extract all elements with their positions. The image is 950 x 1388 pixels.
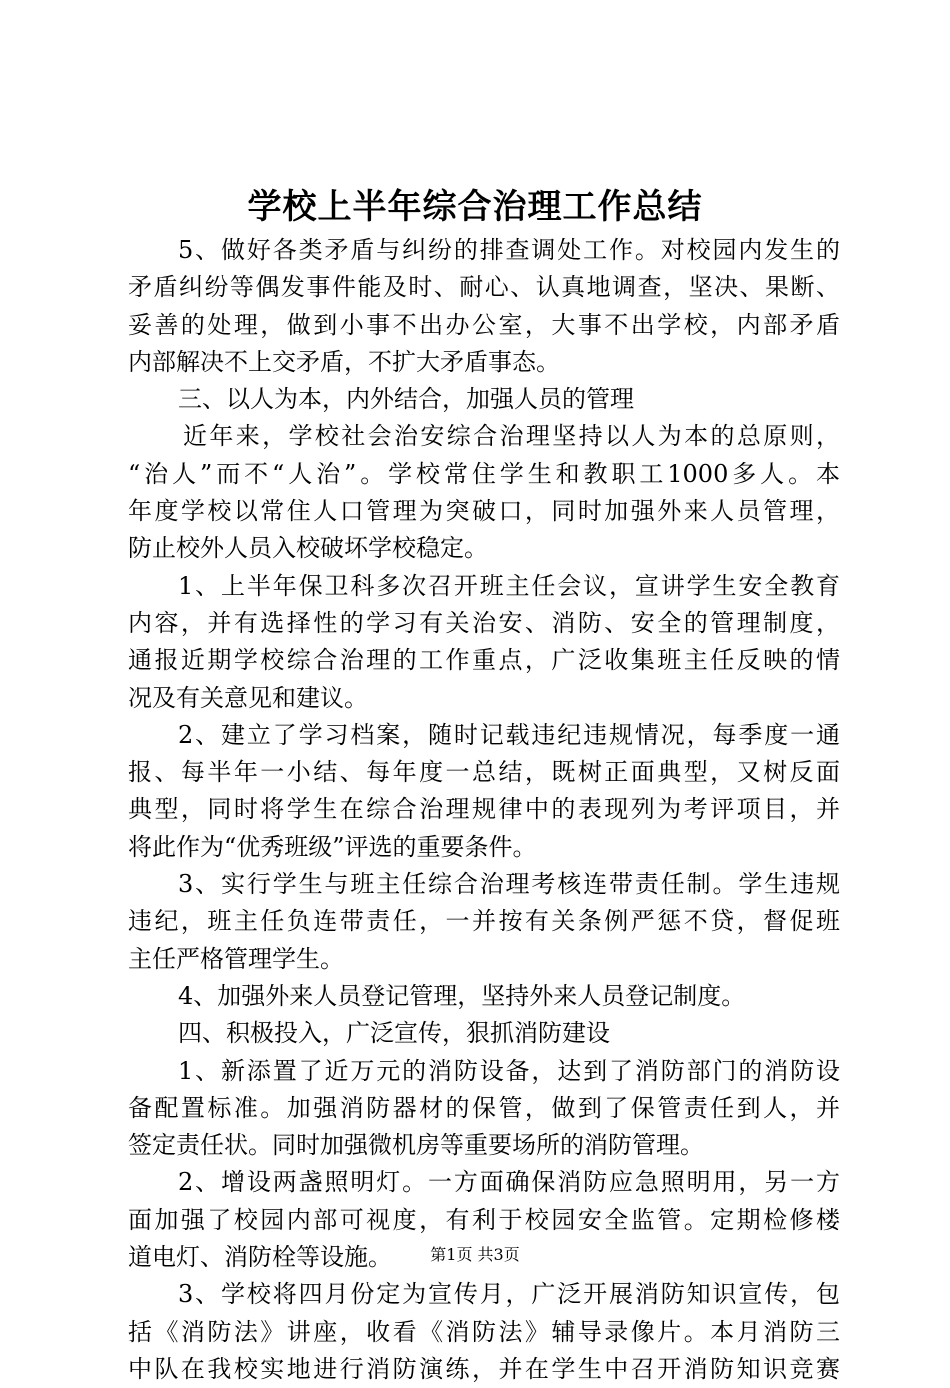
text-line: “治人”而不“人治”。学校常住学生和教职工1000多人。本 — [128, 459, 840, 488]
document-body — [128, 232, 840, 1388]
text-line: 3、学校将四月份定为宣传月，广泛开展消防知识宣传，包 — [178, 1280, 840, 1309]
text-line: 主任严格管理学生。 — [128, 944, 344, 973]
text-line: 道电灯、消防栓等设施。 — [128, 1243, 392, 1272]
text-line: 括《消防法》讲座，收看《消防法》辅导录像片。本月消防三 — [128, 1317, 840, 1346]
text-line: 签定责任状。同时加强微机房等重要场所的消防管理。 — [128, 1131, 704, 1160]
section-heading: 四、积极投入，广泛宣传，狠抓消防建设 — [178, 1019, 610, 1048]
text-line: 3、实行学生与班主任综合治理考核连带责任制。学生违规 — [178, 870, 840, 899]
text-line: 面加强了校园内部可视度，有利于校园安全监管。定期检修楼 — [128, 1205, 840, 1234]
text-line: 报、每半年一小结、每年度一总结，既树正面典型，又树反面 — [128, 758, 840, 787]
text-line: 况及有关意见和建议。 — [128, 683, 368, 712]
text-line: 5、做好各类矛盾与纠纷的排查调处工作。对校园内发生的 — [178, 236, 840, 264]
page-footer: 第1页 共3页 — [430, 1245, 520, 1264]
text-line: 年度学校以常住人口管理为突破口，同时加强外来人员管理， — [128, 497, 840, 526]
section-heading: 三、以人为本，内外结合，加强人员的管理 — [178, 385, 634, 414]
text-line: 备配置标准。加强消防器材的保管，做到了保管责任到人，并 — [128, 1093, 840, 1122]
text-line: 妥善的处理，做到小事不出办公室，大事不出学校，内部矛盾 — [128, 310, 840, 339]
text-line: 将此作为“优秀班级”评选的重要条件。 — [128, 832, 537, 861]
text-line: 内部解决不上交矛盾，不扩大矛盾事态。 — [128, 347, 560, 376]
text-line: 2、建立了学习档案，随时记载违纪违规情况，每季度一通 — [178, 720, 840, 749]
text-line: 违纪，班主任负连带责任，一并按有关条例严惩不贷，督促班 — [128, 907, 840, 936]
text-line: 4、加强外来人员登记管理，坚持外来人员登记制度。 — [178, 981, 746, 1010]
text-line: 内容，并有选择性的学习有关治安、消防、安全的管理制度， — [128, 608, 840, 637]
text-line: 近年来，学校社会治安综合治理坚持以人为本的总原则， — [183, 422, 840, 451]
text-line: 1、上半年保卫科多次召开班主任会议，宣讲学生安全教育 — [178, 571, 840, 600]
document-title: 学校上半年综合治理工作总结 — [247, 187, 703, 227]
text-line: 中队在我校实地进行消防演练，并在学生中召开消防知识竞赛 — [128, 1354, 840, 1383]
text-line: 典型，同时将学生在综合治理规律中的表现列为考评项目，并 — [128, 795, 840, 824]
text-line: 1、新添置了近万元的消防设备，达到了消防部门的消防设 — [178, 1056, 840, 1085]
text-line: 防止校外人员入校破坏学校稳定。 — [128, 534, 488, 563]
text-line: 矛盾纠纷等偶发事件能及时、耐心、认真地调查，坚决、果断、 — [128, 273, 840, 302]
text-line: 通报近期学校综合治理的工作重点，广泛收集班主任反映的情 — [128, 646, 840, 675]
text-line: 2、增设两盏照明灯。一方面确保消防应急照明用，另一方 — [178, 1168, 840, 1197]
